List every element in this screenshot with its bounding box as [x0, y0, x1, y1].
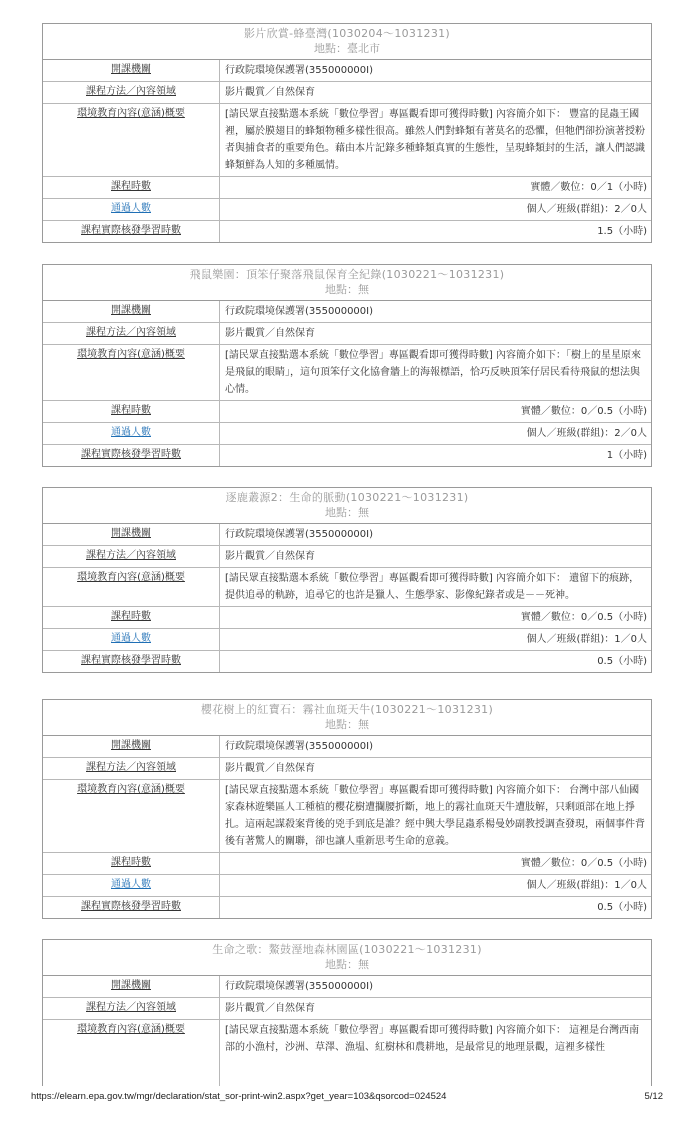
passed-link[interactable]: 通過人數 — [43, 875, 220, 896]
method-label: 課程方法／內容領域 — [43, 323, 220, 344]
hours-value: 實體／數位：0／0.5（小時) — [520, 858, 647, 869]
passed-link[interactable]: 通過人數 — [43, 423, 220, 444]
actual-value: 1（小時) — [606, 450, 647, 461]
course-header — [43, 265, 651, 301]
summary-row — [43, 780, 651, 853]
method-row — [43, 82, 651, 104]
method-value: 影片觀賞／自然保育 — [225, 1003, 315, 1014]
passed-row — [43, 199, 651, 221]
hours-label: 課程時數 — [43, 853, 220, 874]
page-number: 5/12 — [644, 1091, 663, 1102]
method-label: 課程方法／內容領域 — [43, 758, 220, 779]
method-row — [43, 546, 651, 568]
summary-row — [43, 104, 651, 177]
course-title: 逐鹿叢源2：生命的脈動(1030221～1031231) — [225, 491, 469, 504]
passed-row — [43, 629, 651, 651]
course-location: 地點：無 — [325, 718, 369, 731]
hours-row — [43, 607, 651, 629]
actual-row — [43, 221, 651, 242]
agency-value: 行政院環境保護署(355000000I) — [225, 306, 374, 317]
course-title: 櫻花樹上的紅寶石：霧社血斑天牛(1030221～1031231) — [200, 703, 494, 716]
passed-link[interactable]: 通過人數 — [43, 199, 220, 220]
course-header — [43, 700, 651, 736]
agency-value: 行政院環境保護署(355000000I) — [225, 529, 374, 540]
hours-value: 實體／數位：0／1（小時) — [530, 182, 647, 193]
actual-label: 課程實際核發學習時數 — [43, 445, 220, 466]
method-row — [43, 758, 651, 780]
actual-value: 0.5（小時) — [597, 902, 647, 913]
hours-row — [43, 853, 651, 875]
agency-value: 行政院環境保護署(355000000I) — [225, 741, 374, 752]
summary-value: [請民眾直接點選本系統「數位學習」專區觀看即可獲得時數] 內容簡介如下： 遺留下的痕跡，提供追尋的軌跡，追尋它的也許是獵人、生態學家、影像紀錄者或是－－死神。 — [225, 573, 640, 601]
agency-row — [43, 301, 651, 323]
course-block — [42, 699, 652, 919]
course-header — [43, 940, 651, 976]
actual-value: 1.5（小時) — [597, 226, 647, 237]
actual-value: 0.5（小時) — [597, 656, 647, 667]
summary-value: [請民眾直接點選本系統「數位學習」專區觀看即可獲得時數] 內容簡介如下： 台灣中部八仙國家森林遊樂區人工種植的櫻花樹遭攔腰折斷，地上的霧社血斑天牛遭肢解，只剩頭部在地上掙扎。這兩起謀殺案背後的兇手到底是誰？經中興大學昆蟲系楊曼妙副教授調查發現，兩個事件背後有著驚人的關聯，卻也讓人重新思考生命的意義。 — [225, 785, 645, 847]
method-label: 課程方法／內容領域 — [43, 82, 220, 103]
agency-row — [43, 524, 651, 546]
summary-value: [請民眾直接點選本系統「數位學習」專區觀看即可獲得時數] 內容簡介如下： 豐富的昆蟲王國裡，屬於膜翅目的蜂類物種多樣性很高。雖然人們對蜂類有著莫名的恐懼，但牠們卻扮演著授粉者與捕食者的重要角色。藉由本片記錄多種蜂類真實的生態性，呈現蜂類封的生活，讓人們認識蜂類鮮為人知的多種風情。 — [225, 109, 645, 171]
passed-value: 個人／班級(群組)：2／0人 — [526, 204, 647, 215]
course-block — [42, 487, 652, 673]
actual-label: 課程實際核發學習時數 — [43, 651, 220, 672]
method-value: 影片觀賞／自然保育 — [225, 763, 315, 774]
summary-label: 環境教育內容(意涵)概要 — [43, 568, 220, 606]
summary-label: 環境教育內容(意涵)概要 — [43, 104, 220, 176]
summary-label: 環境教育內容(意涵)概要 — [43, 780, 220, 852]
hours-label: 課程時數 — [43, 401, 220, 422]
course-block — [42, 264, 652, 467]
course-title: 影片欣賞-蜂臺灣(1030204～1031231) — [243, 27, 451, 40]
actual-label: 課程實際核發學習時數 — [43, 221, 220, 242]
summary-label: 環境教育內容(意涵)概要 — [43, 345, 220, 400]
course-location: 地點：無 — [325, 958, 369, 971]
agency-row — [43, 976, 651, 998]
hours-value: 實體／數位：0／0.5（小時) — [520, 612, 647, 623]
actual-row — [43, 651, 651, 672]
method-row — [43, 998, 651, 1020]
passed-row — [43, 423, 651, 445]
agency-value: 行政院環境保護署(355000000I) — [225, 65, 374, 76]
passed-value: 個人／班級(群組)：2／0人 — [526, 428, 647, 439]
hours-value: 實體／數位：0／0.5（小時) — [520, 406, 647, 417]
agency-value: 行政院環境保護署(355000000I) — [225, 981, 374, 992]
summary-value: [請民眾直接點選本系統「數位學習」專區觀看即可獲得時數] 內容簡介如下： 這裡是台灣西南部的小漁村，沙洲、草澤、漁塭、紅樹林和農耕地，是最常見的地理景觀，這裡多樣性 — [225, 1025, 640, 1053]
agency-label: 開課機關 — [43, 736, 220, 757]
actual-label: 課程實際核發學習時數 — [43, 897, 220, 918]
summary-row — [43, 1020, 651, 1086]
summary-label: 環境教育內容(意涵)概要 — [43, 1020, 220, 1086]
hours-label: 課程時數 — [43, 177, 220, 198]
course-block — [42, 23, 652, 243]
course-title: 飛鼠樂園：頂笨仔聚落飛鼠保育全紀錄(1030221～1031231) — [189, 268, 505, 281]
passed-value: 個人／班級(群組)：1／0人 — [526, 634, 647, 645]
passed-row — [43, 875, 651, 897]
method-value: 影片觀賞／自然保育 — [225, 551, 315, 562]
course-title: 生命之歌：鰲鼓溼地森林園區(1030221～1031231) — [212, 943, 482, 956]
agency-label: 開課機關 — [43, 524, 220, 545]
passed-link[interactable]: 通過人數 — [43, 629, 220, 650]
method-value: 影片觀賞／自然保育 — [225, 87, 315, 98]
agency-row — [43, 736, 651, 758]
course-location: 地點：臺北市 — [314, 42, 380, 55]
summary-row — [43, 345, 651, 401]
hours-row — [43, 401, 651, 423]
agency-label: 開課機關 — [43, 301, 220, 322]
course-location: 地點：無 — [325, 506, 369, 519]
passed-value: 個人／班級(群組)：1／0人 — [526, 880, 647, 891]
course-location: 地點：無 — [325, 283, 369, 296]
summary-value: [請民眾直接點選本系統「數位學習」專區觀看即可獲得時數] 內容簡介如下：「樹上的星星原來是飛鼠的眼睛」，這句頂笨仔文化協會牆上的海報標語，恰巧反映頂笨仔居民看待飛鼠的想法與心情。 — [225, 350, 641, 395]
method-row — [43, 323, 651, 345]
course-header — [43, 488, 651, 524]
actual-row — [43, 445, 651, 466]
summary-row — [43, 568, 651, 607]
course-header — [43, 24, 651, 60]
agency-label: 開課機關 — [43, 60, 220, 81]
agency-label: 開課機關 — [43, 976, 220, 997]
page-url: https://elearn.epa.gov.tw/mgr/declaration/stat_sor-print-win2.aspx?get_year=103&qsorcod=024524 — [31, 1091, 447, 1102]
agency-row — [43, 60, 651, 82]
hours-row — [43, 177, 651, 199]
hours-label: 課程時數 — [43, 607, 220, 628]
method-label: 課程方法／內容領域 — [43, 546, 220, 567]
course-block — [42, 939, 652, 1086]
actual-row — [43, 897, 651, 918]
method-label: 課程方法／內容領域 — [43, 998, 220, 1019]
method-value: 影片觀賞／自然保育 — [225, 328, 315, 339]
